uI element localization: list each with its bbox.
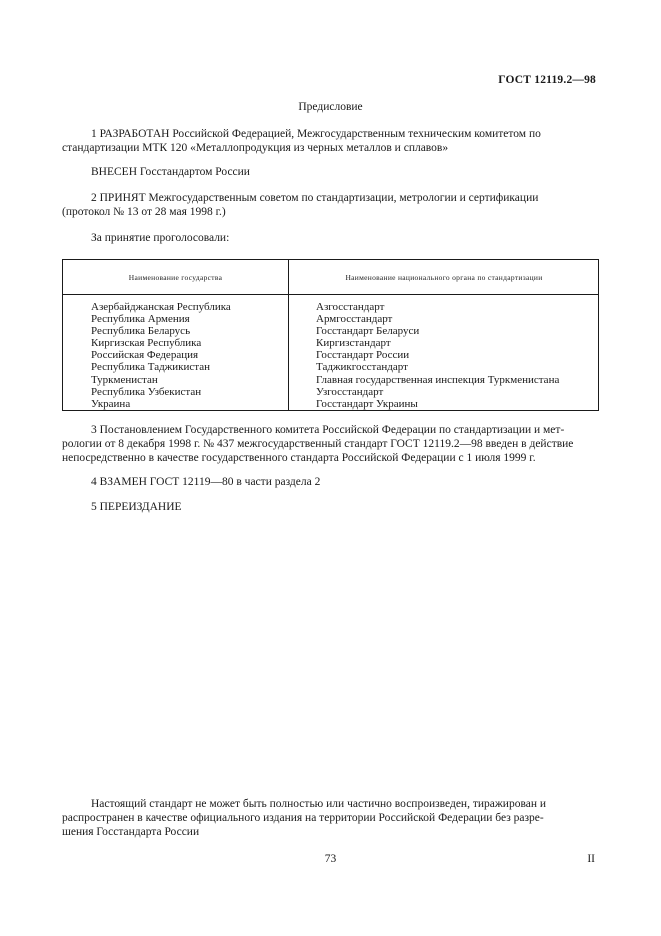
page-number: 73	[324, 853, 337, 865]
table-cell-body: Таджикгосстандарт	[316, 361, 408, 374]
paragraph-reissue: 5 ПЕРЕИЗДАНИЕ	[91, 501, 182, 513]
paragraph-copyright-notice	[62, 797, 599, 839]
table-cell-body: Армгосстандарт	[316, 313, 393, 326]
paragraph-line: распространен в качестве официального издания на территории Российской Федерации без разре-	[62, 812, 544, 824]
paragraph-line: 1 РАЗРАБОТАН Российской Федерацией, Межгосударственным техническим комитетом по	[91, 128, 541, 140]
foreword-title: Предисловие	[298, 101, 363, 113]
paragraph-line: (протокол № 13 от 28 мая 1998 г.)	[62, 206, 226, 218]
roman-page-number: II	[587, 853, 595, 865]
table-cell-body: Азгосстандарт	[316, 301, 385, 313]
paragraph-line: рологии от 8 декабря 1998 г. № 437 межгосударственный стандарт ГОСТ 12119.2—98 введен в действие	[62, 438, 574, 450]
table-cell-state: Азербайджанская Республика	[91, 301, 231, 313]
paragraph-voted: За принятие проголосовали:	[91, 232, 230, 244]
paragraph-line: стандартизации МТК 120 «Металлопродукция из черных металлов и сплавов»	[62, 142, 449, 154]
paragraph-line: 3 Постановлением Государственного комитета Российской Федерации по стандартизации и мет-	[91, 424, 565, 436]
table-header-divider	[63, 294, 598, 295]
voting-table	[62, 259, 599, 411]
paragraph-line: шения Госстандарта России	[62, 826, 200, 838]
paragraph-resolution	[62, 423, 599, 465]
table-cell-body: Киргизстандарт	[316, 337, 391, 350]
table-cell-state: Украина	[91, 397, 131, 410]
table-cell-state: Киргизская Республика	[91, 337, 202, 350]
table-cell-state: Российская Федерация	[91, 349, 199, 362]
paragraph-line: 2 ПРИНЯТ Межгосударственным советом по стандартизации, метрологии и сертификации	[91, 192, 539, 204]
table-header-state: Наименование государства	[128, 273, 223, 282]
table-cell-state: Республика Таджикистан	[91, 361, 210, 374]
table-cell-body: Госстандарт Беларуси	[316, 325, 420, 338]
table-cell-body: Узгосстандарт	[316, 385, 384, 398]
table-cell-state: Туркменистан	[91, 373, 158, 386]
table-cell-body: Госстандарт Украины	[316, 397, 418, 410]
paragraph-adopted	[62, 191, 599, 219]
table-cell-state: Республика Узбекистан	[91, 385, 202, 398]
document-code-header: ГОСТ 12119.2—98	[498, 74, 596, 86]
paragraph-introduced: ВНЕСЕН Госстандартом России	[91, 166, 250, 178]
paragraph-line: Настоящий стандарт не может быть полностью или частично воспроизведен, тиражирован и	[91, 798, 547, 810]
table-cell-state: Республика Армения	[91, 313, 190, 326]
paragraph-replaces: 4 ВЗАМЕН ГОСТ 12119—80 в части раздела 2	[91, 476, 321, 488]
table-header-body: Наименование национального органа по стандартизации	[345, 273, 543, 282]
table-cell-body: Главная государственная инспекция Туркменистана	[316, 373, 560, 386]
table-cell-body: Госстандарт России	[316, 349, 410, 362]
table-column-bodies	[316, 301, 559, 410]
paragraph-line: непосредственно в качестве государственного стандарта Российской Федерации с 1 июля 1999 г.	[62, 452, 536, 464]
table-cell-state: Республика Беларусь	[91, 325, 191, 338]
table-column-states	[91, 301, 231, 410]
paragraph-developed	[62, 127, 599, 155]
